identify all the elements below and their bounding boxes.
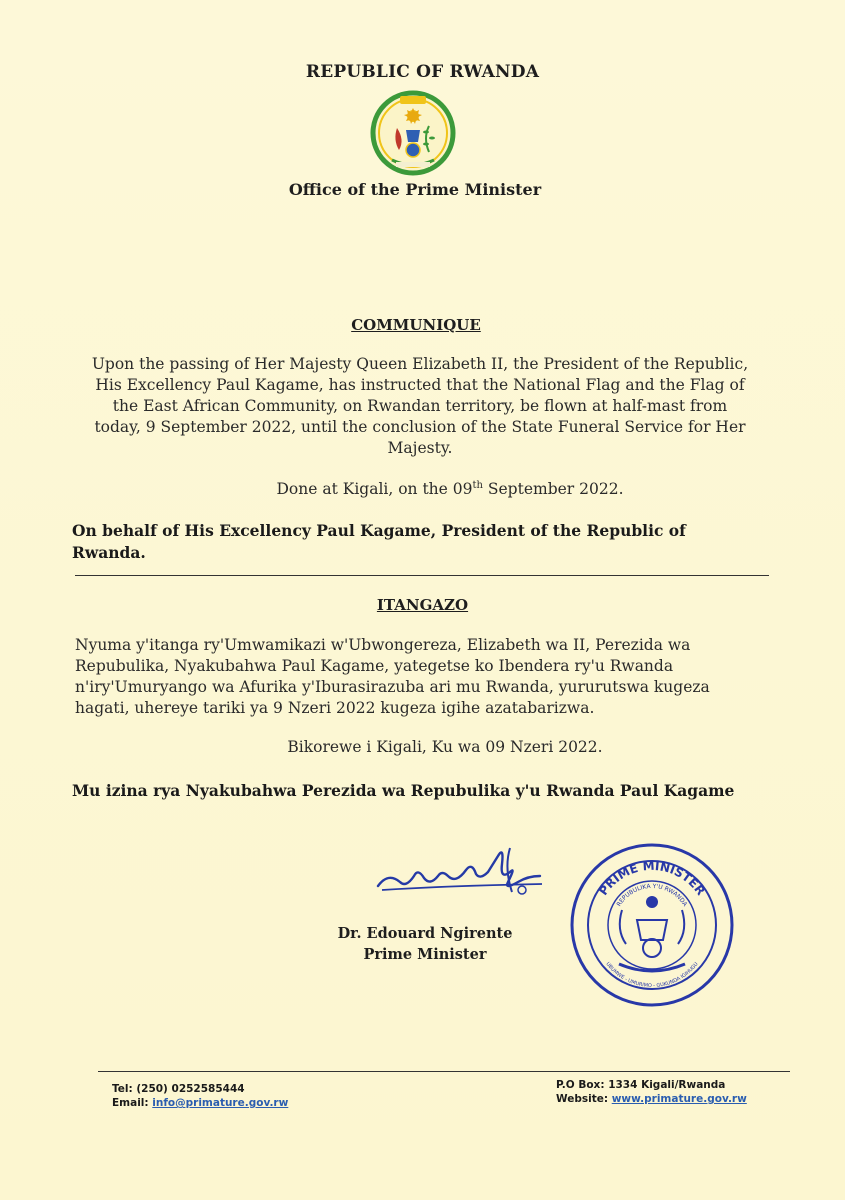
footer-divider [98,1071,790,1072]
signatory-title: Prime Minister [363,946,487,963]
pobox-label: P.O Box: [556,1079,605,1091]
communique-line: today, 9 September 2022, until the conclusion of the State Funeral Service for Her [94,418,746,436]
email-link[interactable]: info@primature.gov.rw [152,1097,289,1109]
itangazo-line: n'iry'Umuryango wa Afurika y'Iburasirazuba ari mu Rwanda, yururutswa kugeza [75,678,710,696]
itangazo-done-line: Bikorewe i Kigali, Ku wa 09 Nzeri 2022. [287,738,603,756]
stamp-bottom-text: UBUMWE - UMURIMO - GUKUNDA IGIHUGU [604,961,700,990]
signatory-name: Dr. Edouard Ngirente [337,925,513,942]
done-date-sup: th [472,480,483,491]
tel-value: (250) 0252585444 [136,1083,245,1095]
footer-contact-left [112,1082,412,1110]
communique-line: Majesty. [387,439,453,457]
itangazo-body [75,635,771,719]
section-divider [75,575,769,576]
website-link[interactable]: www.primature.gov.rw [611,1093,747,1105]
communique-body [40,354,800,459]
office-heading: Office of the Prime Minister [288,180,542,199]
itangazo-heading: ITANGAZO [376,596,469,614]
behalf-line: Rwanda. [72,543,146,562]
tel-label: Tel: [112,1083,133,1095]
handwritten-signature [370,838,570,908]
stamp-top-text: PRIME MINISTER [596,858,708,898]
email-label: Email: [112,1097,149,1109]
official-stamp [567,840,737,1010]
itangazo-line: hagati, uhereye tariki ya 9 Nzeri 2022 kugeza igihe azatabarizwa. [75,699,595,717]
communique-line: the East African Community, on Rwandan territory, be flown at half-mast from [112,397,728,415]
communique-behalf [72,520,772,564]
itangazo-behalf: Mu izina rya Nyakubahwa Perezida wa Repubulika y'u Rwanda Paul Kagame [72,781,735,800]
signatory-block [320,923,530,965]
done-date-suffix: September 2022. [482,480,624,499]
itangazo-line: Nyuma y'itanga ry'Umwamikazi w'Ubwongereza, Elizabeth wa II, Perezida wa [75,636,691,654]
national-emblem [370,90,456,176]
republic-heading: REPUBLIC OF RWANDA [305,62,540,82]
communique-heading: COMMUNIQUE [351,316,481,334]
communique-line: Upon the passing of Her Majesty Queen Elizabeth II, the President of the Republic, [91,355,749,373]
itangazo-line: Repubulika, Nyakubahwa Paul Kagame, yategetse ko Ibendera ry'u Rwanda [75,657,674,675]
footer-contact-right [556,1078,796,1106]
website-label: Website: [556,1093,609,1105]
communique-line: His Excellency Paul Kagame, has instructed that the National Flag and the Flag of [95,376,745,394]
pobox-value: 1334 Kigali/Rwanda [608,1079,726,1091]
behalf-line: On behalf of His Excellency Paul Kagame, President of the Republic of [72,521,686,540]
done-date-prefix: Done at Kigali, on the 09 [276,480,473,499]
stamp-mid-text: REPUBULIKA Y'U RWANDA [615,882,689,908]
communique-done-line [240,480,660,498]
